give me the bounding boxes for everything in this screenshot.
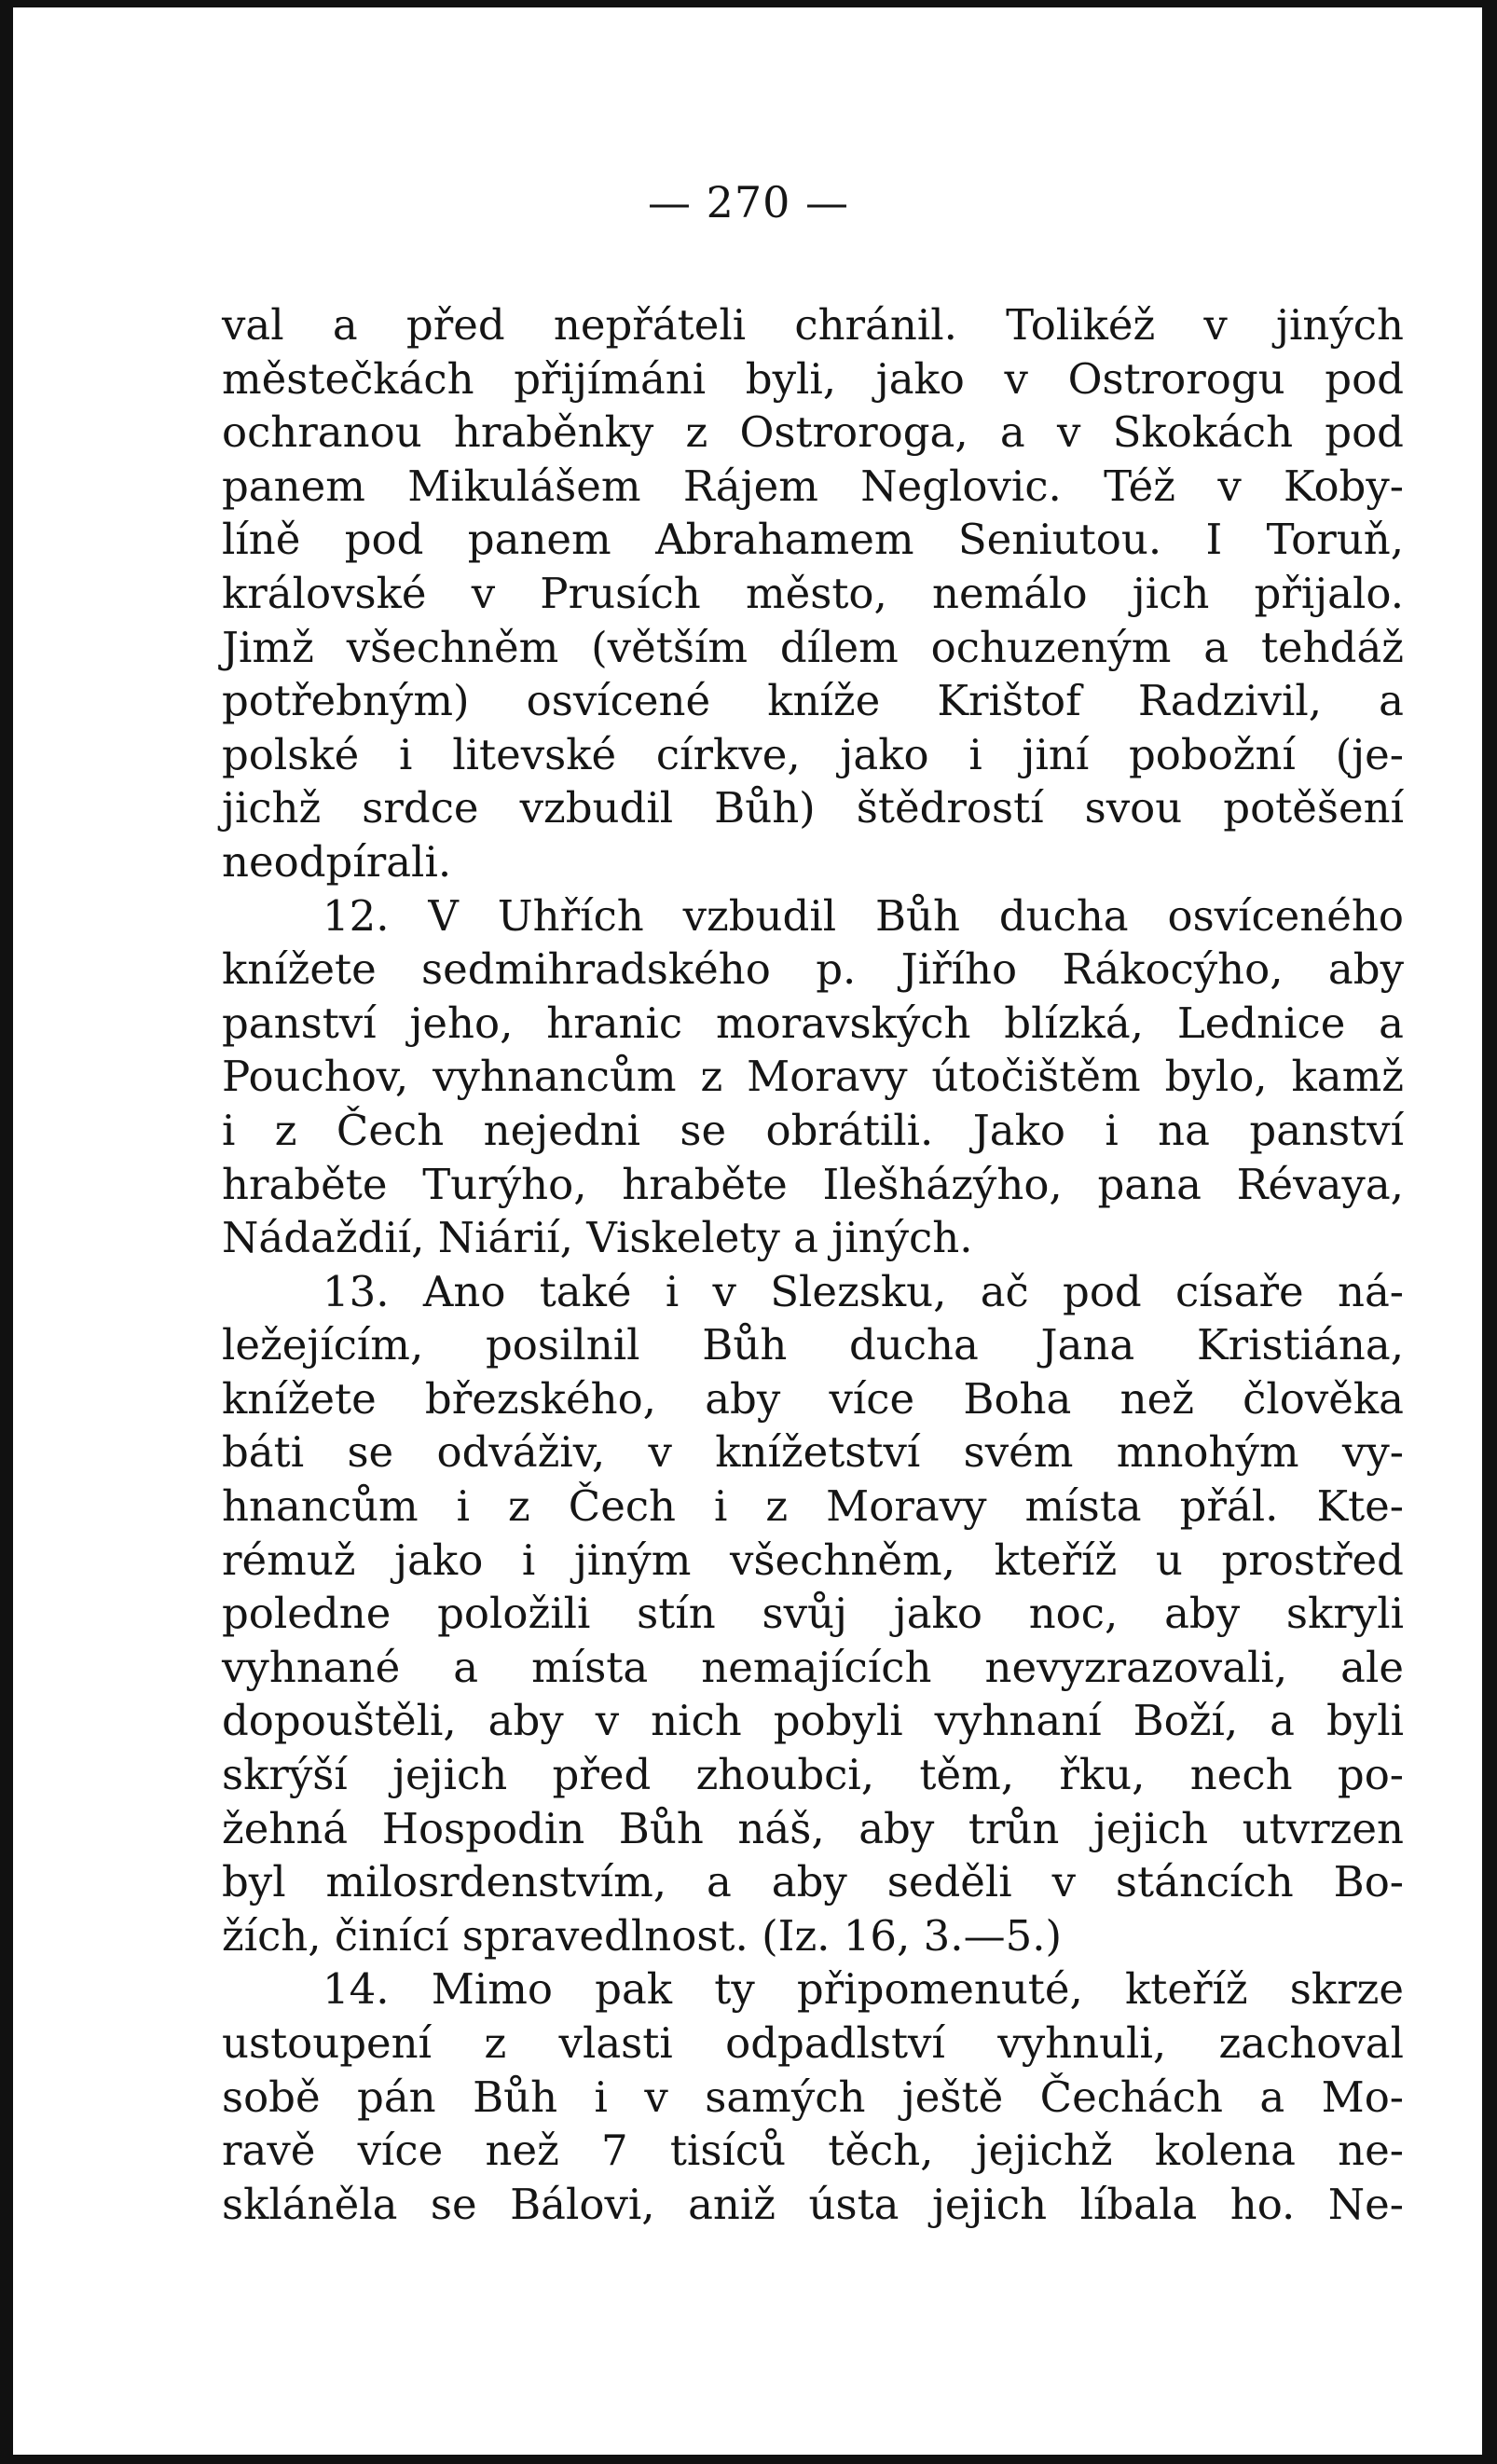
text-line: byl milosrdenstvím, a aby seděli v stáncích Bo- (222, 1857, 1404, 1907)
text-line: vyhnané a místa nemajících nevyzrazovali, ale (222, 1642, 1404, 1692)
text-line: městečkách přijímáni byli, jako v Ostrorogu pod (222, 353, 1404, 404)
text-line: knížete sedmihradského p. Jiřího Rákocýho, aby (222, 944, 1404, 995)
text-line: Pouchov, vyhnancům z Moravy útočištěm bylo, kamž (222, 1052, 1404, 1102)
text-line: žehná Hospodin Bůh náš, aby trůn jejich utvrzen (222, 1803, 1404, 1853)
text-line: hnancům i z Čech i z Moravy místa přál. Kte- (222, 1481, 1404, 1532)
text-line: neodpírali. (222, 836, 452, 887)
text-line: skrýší jejich před zhoubci, těm, řku, nech po- (222, 1750, 1404, 1800)
text-line: líně pod panem Abrahamem Seniutou. I Toruň, (222, 515, 1404, 565)
text-line: Jimž všechněm (větším dílem ochuzeným a tehdáž (222, 622, 1404, 672)
text-line: poledne položili stín svůj jako noc, aby skryli (222, 1589, 1404, 1639)
text-line: potřebným) osvícené kníže Krištof Radzivil, a (222, 676, 1404, 726)
text-line: val a před nepřáteli chránil. Tolikéž v jiných (222, 300, 1404, 350)
text-line: Nádaždií, Niárií, Viskelety a jiných. (222, 1213, 973, 1263)
scan-border-right (1482, 0, 1497, 2464)
text-line: hraběte Turýho, hraběte Ilešházýho, pana Révaya, (222, 1159, 1404, 1209)
scan-border-bottom (0, 2455, 1497, 2464)
text-line: panem Mikulášem Rájem Neglovic. Též v Koby- (222, 461, 1404, 511)
text-line: ustoupení z vlasti odpadlství vyhnuli, zachoval (222, 2018, 1404, 2068)
scan-border-top (0, 0, 1497, 7)
text-line: 14. Mimo pak ty připomenuté, kteříž skrze (323, 1964, 1404, 2015)
text-line: polské i litevské církve, jako i jiní pobožní (je- (222, 729, 1404, 779)
text-line: 13. Ano také i v Slezsku, ač pod císaře ná- (323, 1266, 1404, 1316)
page-number: — 270 — (647, 177, 850, 227)
text-line: i z Čech nejedni se obrátili. Jako i na panství (222, 1105, 1404, 1155)
text-line: sobě pán Bůh i v samých ještě Čechách a Mo- (222, 2072, 1404, 2122)
body-text (222, 298, 1404, 2231)
text-line: ležejícím, posilnil Bůh ducha Jana Kristiána, (222, 1320, 1404, 1370)
scan-border-left (0, 0, 13, 2464)
text-line: knížete březského, aby více Boha než člověka (222, 1373, 1404, 1424)
text-line: královské v Prusích město, nemálo jich přijalo. (222, 568, 1404, 618)
text-line: jichž srdce vzbudil Bůh) štědrostí svou potěšení (222, 783, 1404, 833)
text-line: báti se odváživ, v knížetství svém mnohým vy- (222, 1427, 1404, 1478)
text-line: panství jeho, hranic moravských blízká, Lednice a (222, 998, 1404, 1048)
text-line: skláněla se Bálovi, aniž ústa jejich líbala ho. Ne- (222, 2179, 1404, 2229)
text-line: žích, činící spravedlnost. (Iz. 16, 3.—5.) (222, 1910, 1063, 1961)
text-line: dopouštěli, aby v nich pobyli vyhnaní Boží, a byli (222, 1696, 1404, 1746)
text-line: rémuž jako i jiným všechněm, kteříž u prostřed (222, 1535, 1404, 1585)
text-line: 12. V Uhřích vzbudil Bůh ducha osvíceného (323, 890, 1404, 941)
text-line: ravě více než 7 tisíců těch, jejichž kolena ne- (222, 2126, 1404, 2176)
text-line: ochranou hraběnky z Ostroroga, a v Skokách pod (222, 407, 1404, 458)
